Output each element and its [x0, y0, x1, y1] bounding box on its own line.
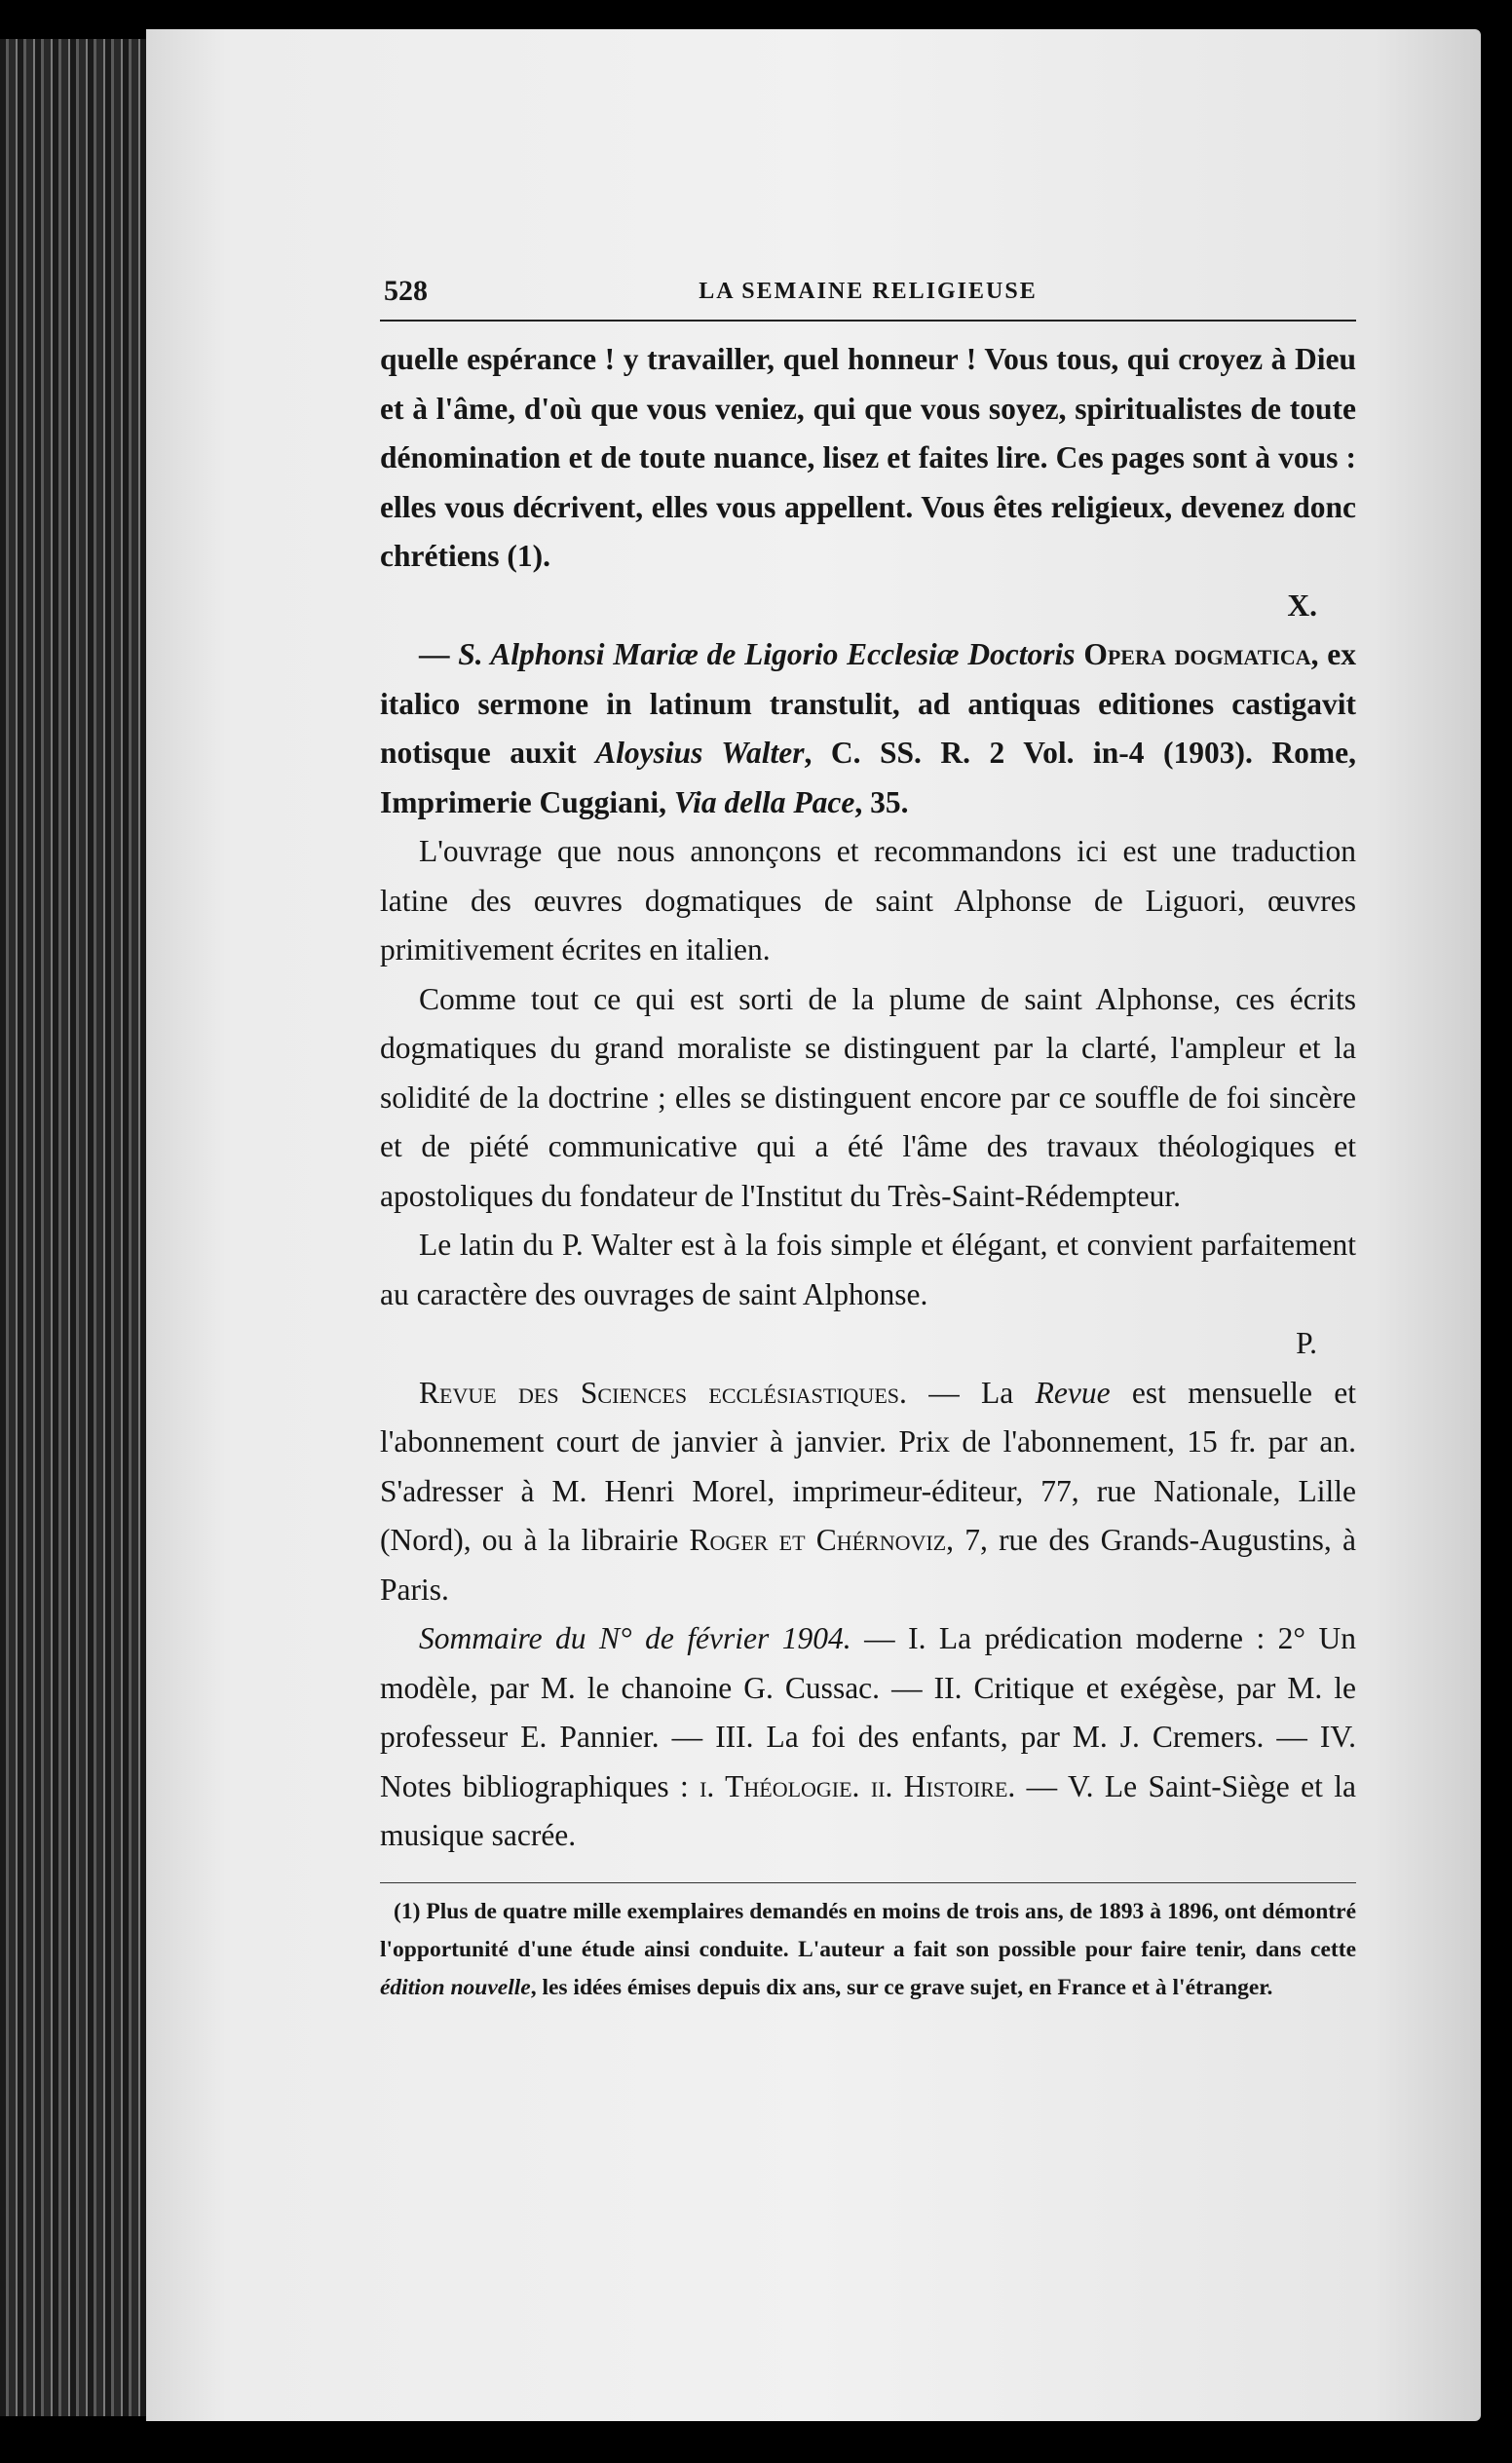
text-block — [380, 271, 1356, 2007]
p2-tail: , C. SS. R. 2 Vol. in-4 (1903). Rome, Imprimerie Cuggiani, — [380, 736, 1356, 819]
paragraph-6 — [380, 1369, 1356, 1615]
footnote-italic: édition nouvelle — [380, 1974, 531, 2000]
signature-p: P. — [1296, 1326, 1317, 1360]
p6-a: . — La — [899, 1375, 1036, 1410]
p6-c: , 7, rue des Grands-Augustins, à Paris. — [380, 1523, 1356, 1607]
running-head — [380, 271, 1356, 322]
footnote — [380, 1893, 1356, 2007]
p6-publisher-smallcaps: Roger et Chérnoviz — [689, 1523, 947, 1557]
article-body — [380, 335, 1356, 1861]
paragraph-1-text: quelle espérance ! y travailler, quel honneur ! Vous tous, qui croyez à Dieu et à l'âme, d'où que vous veniez, qui que vous soyez, spiritualistes de toute dénomination et de toute nuance, lisez et faites lire. Ces pages sont à vous : elles vous décrivent, elles vous appellent. Vous êtes religieux, devenez donc chrétiens (1). — [380, 342, 1356, 573]
paragraph-4: Comme tout ce qui est sorti de la plume de saint Alphonse, ces écrits dogmatiques du grand moraliste se distinguent par la clarté, l'ampleur et la solidité de la doctrine ; elles se distinguent encore par ce souffle de foi sincère et de piété communicative qui a été l'âme des travaux théologiques et apostoliques du fondateur de l'Institut du Très-Saint-Rédempteur. — [380, 981, 1356, 1213]
p7-smallcaps: i. Théologie. ii. Histoire. — [699, 1768, 1016, 1803]
p6-b: est mensuelle et l'abonnement court de janvier à janvier. Prix de l'abonnement, 15 fr. par an. S'adresser à M. Henri Morel, imprimeur-éditeur, 77, rue Nationale, Lille (Nord), ou à la librairie — [380, 1375, 1356, 1557]
p2-street: Via della Pace — [673, 784, 855, 819]
p2-title-smallcaps: Opera dogmatica — [1083, 637, 1311, 671]
p6-revue: Revue — [1035, 1375, 1111, 1410]
p2-author: Aloysius Walter — [595, 736, 805, 770]
page-number: 528 — [384, 275, 428, 307]
running-title: LA SEMAINE RELIGIEUSE — [699, 279, 1038, 304]
p7-italic: Sommaire du N° de février 1904. — [419, 1621, 851, 1655]
paragraph-3: L'ouvrage que nous annonçons et recommandons ici est une traduction latine des œuvres dogmatiques de saint Alphonse de Liguori, œuvres primitivement écrites en italien. — [380, 834, 1356, 966]
paragraph-2 — [380, 630, 1356, 827]
p6-title-smallcaps: Revue des Sciences ecclésiastiques — [419, 1375, 899, 1410]
book-spine-edges — [0, 39, 146, 2416]
p7-b: — V. Le Saint-Siège et la musique sacrée. — [380, 1768, 1356, 1852]
signature-x: X. — [1287, 587, 1317, 623]
footnote-a: (1) Plus de quatre mille exemplaires demandés en moins de trois ans, de 1893 à 1896, ont démontré l'opportunité d'une étude ainsi conduite. L'auteur a fait son possible pour faire tenir, dans cette — [380, 1898, 1356, 1962]
p7-a: — I. La prédication moderne : 2° Un modèle, par M. le chanoine G. Cussac. — II. Critique et exégèse, par M. le professeur E. Pannier. — III. La foi des enfants, par M. J. Cremers. — IV. Notes bibliographiques : — [380, 1621, 1356, 1803]
footnote-b: , les idées émises depuis dix ans, sur ce grave sujet, en France et à l'étranger. — [530, 1974, 1273, 2000]
paragraph-7 — [380, 1614, 1356, 1861]
p2-mid: , ex italico sermone in latinum transtulit, ad antiquas editiones castigavit notisque auxit — [380, 637, 1357, 770]
paragraph-1 — [380, 335, 1356, 582]
p2-end: , 35. — [854, 784, 909, 819]
p2-lead: — — [419, 637, 459, 671]
footnote-rule — [380, 1882, 1356, 1883]
paragraph-5: Le latin du P. Walter est à la fois simple et élégant, et convient parfaitement au caractère des ouvrages de saint Alphonse. — [380, 1228, 1356, 1311]
p2-title-italic: S. Alphonsi Mariæ de Ligorio Ecclesiæ Doctoris — [458, 637, 1076, 671]
